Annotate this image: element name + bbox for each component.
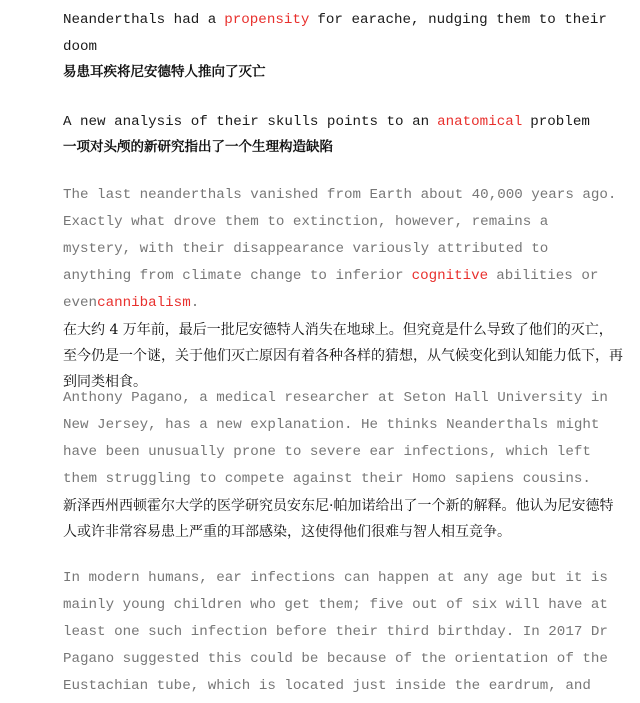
paragraph-1-text-start: The last neanderthals vanished from Earth about 40,000 years ago. Exactly what drove them to extinction, however, remains a mystery, with their disappearance variously attributed to anything from climate change to inferior xyxy=(63,187,617,284)
paragraph-2-english: Anthony Pagano, a medical researcher at Seton Hall University in New Jersey, has a new explanation. He thinks Neanderthals might have been unusually prone to severe ear infections, which left them struggling to compete against their Homo sapiens cousins. xyxy=(63,390,608,487)
keyword-anatomical: anatomical xyxy=(437,114,523,130)
subhead-english xyxy=(63,109,623,136)
keyword-cognitive: cognitive xyxy=(411,268,489,284)
paragraph-3 xyxy=(63,565,623,700)
subhead-text-start: A new analysis of their skulls points to an xyxy=(63,114,430,130)
keyword-cannibalism: cannibalism xyxy=(97,295,191,311)
paragraph-1 xyxy=(63,182,623,395)
headline-text-start: Neanderthals had a xyxy=(63,12,217,28)
headline-text-end: for earache, nudging them to their doom xyxy=(63,12,607,55)
keyword-propensity: propensity xyxy=(224,12,310,28)
paragraph-1-english xyxy=(63,182,623,317)
subhead xyxy=(63,109,623,158)
paragraph-2-chinese: 新泽西州西顿霍尔大学的医学研究员安东尼·帕加诺给出了一个新的解释。他认为尼安德特人或许非常容易患上严重的耳部感染，这使得他们很难与智人相互竞争。 xyxy=(63,498,614,540)
paragraph-1-chinese: 在大约 4 万年前，最后一批尼安德特人消失在地球上。但究竟是什么导致了他们的灭亡，至今仍是一个谜，关于他们灭亡原因有着各种各样的猜想，从气候变化到认知能力低下，再到同类相食。 xyxy=(63,322,623,390)
subhead-text-end: problem xyxy=(530,114,590,130)
paragraph-1-text-mid: abilities or even xyxy=(63,268,599,311)
subhead-chinese: 一项对头颅的新研究指出了一个生理构造缺陷 xyxy=(63,139,333,155)
paragraph-3-english: In modern humans, ear infections can happen at any age but it is mainly young children who get them; five out of six will have at least one such infection before their third birthday. In 2017 Dr Pagano suggested this could be because of the orientation of the Eustachian tube, which is located just inside the eardrum, and xyxy=(63,570,608,694)
paragraph-2 xyxy=(63,385,623,545)
paragraph-1-text-end: . xyxy=(190,295,200,311)
headline xyxy=(63,7,623,83)
headline-chinese: 易患耳疾将尼安德特人推向了灭亡 xyxy=(63,64,266,80)
headline-english xyxy=(63,7,623,61)
